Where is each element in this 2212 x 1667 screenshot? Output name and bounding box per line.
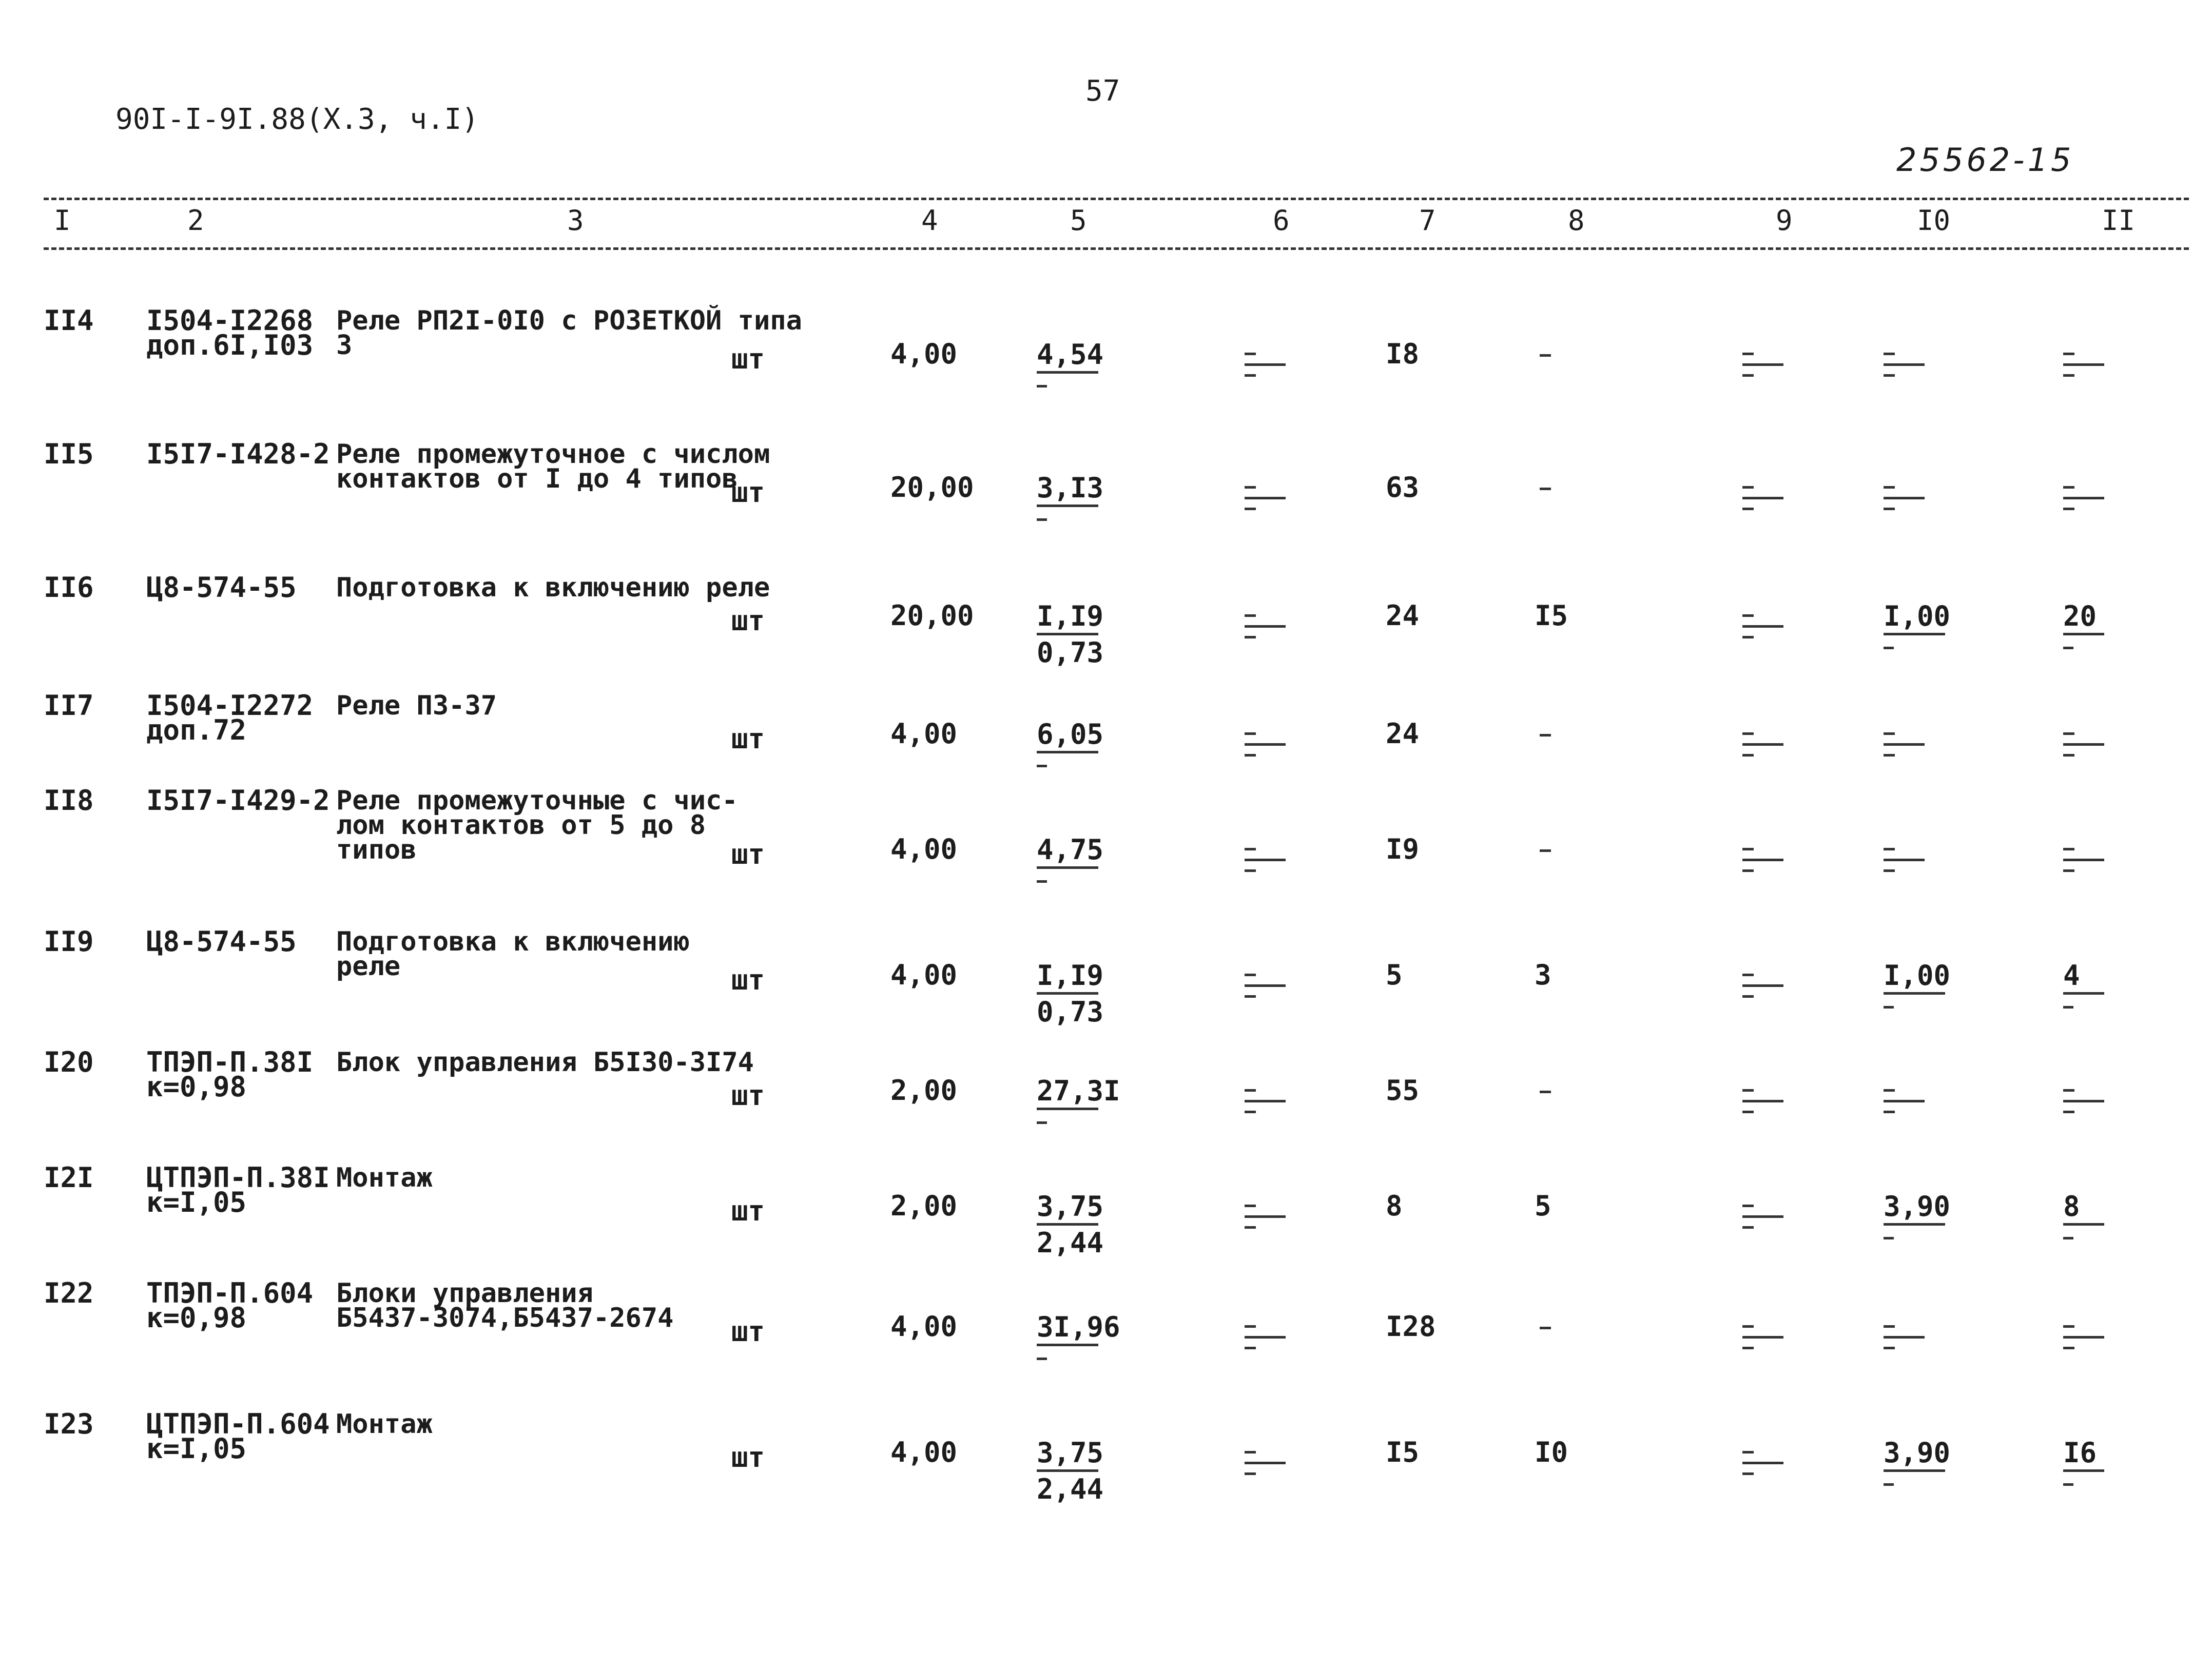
unit-price-sub-dash xyxy=(1037,1358,1047,1360)
column-9-empty xyxy=(1742,848,1783,872)
column-6-empty-d1 xyxy=(1245,1325,1256,1328)
column-10-empty xyxy=(1884,353,1925,377)
column-header-10: I0 xyxy=(1917,204,1951,237)
column-10-empty-d2 xyxy=(1884,508,1895,510)
column-11-empty-bar xyxy=(2063,1336,2104,1339)
row-number: I22 xyxy=(44,1277,94,1309)
column-11-empty-d1 xyxy=(2063,1325,2074,1328)
norm-code: ЦТПЭП-П.38I xyxy=(146,1161,330,1194)
column-6-empty xyxy=(1245,1451,1286,1475)
column-11-number: 4 xyxy=(2063,959,2080,992)
column-6-empty-d1 xyxy=(1245,974,1256,976)
column-11-empty-d1 xyxy=(2063,486,2074,489)
column-11-number: I6 xyxy=(2063,1437,2097,1469)
norm-code: доп.72 xyxy=(146,714,247,746)
column-10-bar xyxy=(1884,633,1945,635)
column-9-empty-d1 xyxy=(1742,732,1754,735)
column-11-sub-dash xyxy=(2063,1483,2073,1486)
column-10-sub-dash xyxy=(1884,1006,1894,1009)
column-9-empty-d2 xyxy=(1742,374,1754,377)
column-7-value: 24 xyxy=(1386,599,1420,632)
column-9-empty xyxy=(1742,1451,1783,1475)
column-6-empty xyxy=(1245,353,1286,377)
column-11-bar xyxy=(2063,633,2104,635)
column-6-empty-d2 xyxy=(1245,754,1256,757)
unit-price-value: 3I,96 xyxy=(1037,1311,1120,1343)
column-6-empty-bar xyxy=(1245,497,1286,499)
row-number: II4 xyxy=(44,304,94,337)
unit: шт xyxy=(731,1441,765,1474)
norm-code: ТПЭП-П.38I xyxy=(146,1046,314,1078)
column-header-1: I xyxy=(54,204,71,237)
column-11-value xyxy=(2063,1437,2104,1486)
column-11-empty-d2 xyxy=(2063,1111,2074,1113)
column-10-empty xyxy=(1884,1089,1925,1113)
column-9-empty-bar xyxy=(1742,497,1783,499)
column-10-empty-bar xyxy=(1884,1100,1925,1102)
norm-code: Ц8-574-55 xyxy=(146,925,297,958)
item-description: реле xyxy=(336,951,401,982)
unit-price-bar xyxy=(1037,371,1098,374)
norm-code: к=I,05 xyxy=(146,1186,247,1218)
column-7-value: I8 xyxy=(1386,338,1420,370)
column-10-bar xyxy=(1884,1223,1945,1226)
unit-price-value: 3,75 xyxy=(1037,1437,1104,1469)
column-11-empty-bar xyxy=(2063,1100,2104,1102)
quantity: 4,00 xyxy=(890,833,958,865)
column-9-empty-d1 xyxy=(1742,1089,1754,1092)
column-10-empty-d2 xyxy=(1884,1111,1895,1113)
column-10-empty-d1 xyxy=(1884,732,1895,735)
column-6-empty-d2 xyxy=(1245,869,1256,872)
column-10-bar xyxy=(1884,1469,1945,1472)
column-11-empty-d2 xyxy=(2063,508,2074,510)
column-10-empty xyxy=(1884,486,1925,510)
unit-price-sub-value: 2,44 xyxy=(1037,1227,1104,1259)
column-11-empty xyxy=(2063,1325,2104,1349)
unit-price-sub-dash xyxy=(1037,518,1047,521)
unit-price xyxy=(1037,1190,1104,1259)
column-6-empty-d2 xyxy=(1245,374,1256,377)
column-8-dash xyxy=(1540,734,1551,736)
unit-price-value: 27,3I xyxy=(1037,1075,1120,1107)
column-11-value xyxy=(2063,959,2104,1009)
unit-price xyxy=(1037,1311,1120,1360)
unit-price-bar xyxy=(1037,633,1098,635)
column-10-number: I,00 xyxy=(1884,959,1951,992)
column-6-empty-d1 xyxy=(1245,353,1256,355)
quantity: 2,00 xyxy=(890,1190,958,1222)
column-8-value: I0 xyxy=(1535,1436,1568,1468)
column-header-2: 2 xyxy=(187,204,204,237)
column-6-empty xyxy=(1245,732,1286,757)
unit-price-bar xyxy=(1037,1344,1098,1346)
norm-code: I504-I2272 xyxy=(146,689,314,722)
column-11-sub-dash xyxy=(2063,647,2073,649)
column-7-value: 63 xyxy=(1386,471,1420,503)
column-6-empty xyxy=(1245,974,1286,998)
row-number: II8 xyxy=(44,784,94,817)
column-9-empty-d1 xyxy=(1742,974,1754,976)
column-6-empty-bar xyxy=(1245,1336,1286,1339)
column-9-empty-d2 xyxy=(1742,508,1754,510)
column-11-empty-d2 xyxy=(2063,374,2074,377)
column-9-empty-bar xyxy=(1742,984,1783,987)
column-header-5: 5 xyxy=(1070,204,1087,237)
column-10-empty xyxy=(1884,732,1925,757)
column-9-empty-d2 xyxy=(1742,995,1754,998)
column-11-empty-d2 xyxy=(2063,1347,2074,1349)
column-10-number: 3,90 xyxy=(1884,1437,1951,1469)
unit: шт xyxy=(731,723,765,755)
column-11-empty-d1 xyxy=(2063,353,2074,355)
column-11-value xyxy=(2063,1190,2104,1239)
column-9-empty-bar xyxy=(1742,1215,1783,1218)
column-9-empty xyxy=(1742,614,1783,638)
quantity: 2,00 xyxy=(890,1074,958,1107)
column-9-empty xyxy=(1742,486,1783,510)
column-11-empty xyxy=(2063,353,2104,377)
unit-price-sub-dash xyxy=(1037,765,1047,767)
column-9-empty-d2 xyxy=(1742,1347,1754,1349)
unit-price-value: I,I9 xyxy=(1037,959,1104,992)
column-11-empty xyxy=(2063,732,2104,757)
column-9-empty xyxy=(1742,1325,1783,1349)
unit-price xyxy=(1037,718,1104,767)
column-6-empty-d2 xyxy=(1245,995,1256,998)
norm-code: I504-I2268 xyxy=(146,304,314,337)
column-6-empty-d2 xyxy=(1245,636,1256,638)
unit: шт xyxy=(731,343,765,375)
column-9-empty-d2 xyxy=(1742,636,1754,638)
unit-price-sub-dash xyxy=(1037,1121,1047,1124)
unit: шт xyxy=(731,1195,765,1227)
column-6-empty-bar xyxy=(1245,1100,1286,1102)
column-7-value: I9 xyxy=(1386,833,1420,865)
column-9-empty-d2 xyxy=(1742,1111,1754,1113)
column-6-empty-bar xyxy=(1245,859,1286,861)
column-6-empty xyxy=(1245,1325,1286,1349)
unit-price-bar xyxy=(1037,1108,1098,1110)
column-9-empty xyxy=(1742,732,1783,757)
column-10-empty-d1 xyxy=(1884,486,1895,489)
column-11-empty-bar xyxy=(2063,497,2104,499)
norm-code: I5I7-I429-2 xyxy=(146,784,330,817)
unit: шт xyxy=(731,964,765,996)
column-11-empty-bar xyxy=(2063,859,2104,861)
unit: шт xyxy=(731,605,765,637)
column-6-empty-bar xyxy=(1245,1462,1286,1464)
column-10-empty-bar xyxy=(1884,363,1925,366)
column-header-3: 3 xyxy=(567,204,584,237)
column-7-value: 5 xyxy=(1386,959,1403,991)
norm-code: доп.6I,I03 xyxy=(146,329,314,361)
column-11-number: 20 xyxy=(2063,600,2097,632)
column-6-empty-d2 xyxy=(1245,1226,1256,1229)
column-8-dash xyxy=(1540,849,1551,852)
item-description: Б5437-3074,Б5437-2674 xyxy=(336,1303,674,1333)
unit-price-value: 4,75 xyxy=(1037,833,1104,866)
unit-price-value: I,I9 xyxy=(1037,600,1104,632)
column-9-empty-d1 xyxy=(1742,848,1754,850)
unit-price-value: 3,75 xyxy=(1037,1190,1104,1223)
column-9-empty xyxy=(1742,353,1783,377)
item-description: 3 xyxy=(336,330,353,361)
norm-code: к=0,98 xyxy=(146,1302,247,1334)
column-6-empty-d1 xyxy=(1245,1089,1256,1092)
unit-price-value: 6,05 xyxy=(1037,718,1104,750)
column-7-value: I28 xyxy=(1386,1310,1436,1343)
column-10-value xyxy=(1884,600,1951,649)
column-11-empty-d1 xyxy=(2063,1089,2074,1092)
column-6-empty-d1 xyxy=(1245,848,1256,850)
column-11-empty-d1 xyxy=(2063,848,2074,850)
column-11-empty xyxy=(2063,848,2104,872)
column-6-empty-bar xyxy=(1245,625,1286,628)
column-6-empty xyxy=(1245,614,1286,638)
column-9-empty-d1 xyxy=(1742,614,1754,617)
column-11-empty-d2 xyxy=(2063,869,2074,872)
column-6-empty-d1 xyxy=(1245,732,1256,735)
column-8-dash xyxy=(1540,488,1551,490)
unit-price-sub-value: 0,73 xyxy=(1037,636,1104,669)
norm-code: ЦТПЭП-П.604 xyxy=(146,1408,330,1440)
column-9-empty-d1 xyxy=(1742,486,1754,489)
unit: шт xyxy=(731,476,765,509)
item-description: типов xyxy=(336,835,417,865)
column-11-sub-dash xyxy=(2063,1237,2073,1239)
column-11-number: 8 xyxy=(2063,1190,2080,1223)
column-9-empty-bar xyxy=(1742,1462,1783,1464)
column-6-empty xyxy=(1245,1205,1286,1229)
column-7-value: 24 xyxy=(1386,718,1420,750)
column-11-value xyxy=(2063,600,2104,649)
item-description: Блок управления Б5I30-3I74 xyxy=(336,1047,754,1078)
column-7-value: 8 xyxy=(1386,1190,1403,1222)
norm-code: ТПЭП-П.604 xyxy=(146,1277,314,1309)
column-7-value: 55 xyxy=(1386,1074,1420,1107)
header-rule-top xyxy=(44,198,2189,200)
column-10-sub-dash xyxy=(1884,1237,1894,1239)
unit-price xyxy=(1037,959,1104,1028)
column-10-value xyxy=(1884,959,1951,1009)
column-6-empty-d1 xyxy=(1245,1451,1256,1453)
column-6-empty xyxy=(1245,848,1286,872)
column-10-empty-d1 xyxy=(1884,353,1895,355)
column-10-empty-d2 xyxy=(1884,869,1895,872)
column-8-value: I5 xyxy=(1535,599,1568,632)
column-7-value: I5 xyxy=(1386,1436,1420,1468)
column-6-empty xyxy=(1245,486,1286,510)
column-10-number: I,00 xyxy=(1884,600,1951,632)
column-header-4: 4 xyxy=(921,204,938,237)
column-9-empty-bar xyxy=(1742,625,1783,628)
unit-price xyxy=(1037,1075,1120,1124)
unit-price-bar xyxy=(1037,1469,1098,1472)
column-10-empty xyxy=(1884,1325,1925,1349)
item-description: Реле ПЗ-37 xyxy=(336,690,497,721)
item-description: Подготовка к включению xyxy=(336,926,690,957)
column-8-value: 5 xyxy=(1535,1190,1551,1222)
unit-price xyxy=(1037,1437,1104,1505)
item-description: Подготовка к включению реле xyxy=(336,572,770,603)
column-9-empty-bar xyxy=(1742,363,1783,366)
item-description: контактов от I до 4 типов xyxy=(336,463,738,494)
unit-price xyxy=(1037,833,1104,883)
unit-price-bar xyxy=(1037,992,1098,995)
column-10-empty xyxy=(1884,848,1925,872)
column-10-empty-d1 xyxy=(1884,1089,1895,1092)
column-8-dash xyxy=(1540,1327,1551,1329)
norm-code: I5I7-I428-2 xyxy=(146,438,330,470)
column-10-sub-dash xyxy=(1884,1483,1894,1486)
column-9-empty xyxy=(1742,974,1783,998)
column-6-empty-d1 xyxy=(1245,1205,1256,1207)
column-9-empty-d1 xyxy=(1742,1205,1754,1207)
column-10-bar xyxy=(1884,992,1945,995)
column-9-empty-bar xyxy=(1742,1100,1783,1102)
quantity: 20,00 xyxy=(890,471,974,503)
column-10-empty-d2 xyxy=(1884,374,1895,377)
column-10-empty-d1 xyxy=(1884,848,1895,850)
row-number: II7 xyxy=(44,689,94,722)
item-description: лом контактов от 5 до 8 xyxy=(336,810,706,841)
column-6-empty-bar xyxy=(1245,984,1286,987)
column-9-empty-d2 xyxy=(1742,1472,1754,1475)
column-11-empty-bar xyxy=(2063,743,2104,746)
quantity: 4,00 xyxy=(890,718,958,750)
item-description: Монтаж xyxy=(336,1409,433,1440)
column-9-empty-bar xyxy=(1742,743,1783,746)
unit: шт xyxy=(731,1079,765,1112)
column-10-empty-bar xyxy=(1884,859,1925,861)
column-11-empty xyxy=(2063,1089,2104,1113)
norm-code: Ц8-574-55 xyxy=(146,571,297,604)
unit-price-sub-dash xyxy=(1037,880,1047,883)
column-6-empty xyxy=(1245,1089,1286,1113)
column-11-bar xyxy=(2063,1469,2104,1472)
column-11-bar xyxy=(2063,992,2104,995)
column-10-empty-d2 xyxy=(1884,1347,1895,1349)
unit-price-sub-value: 0,73 xyxy=(1037,996,1104,1028)
column-9-empty-d2 xyxy=(1742,869,1754,872)
page-number: 57 xyxy=(1085,74,1120,108)
norm-code: к=I,05 xyxy=(146,1432,247,1465)
column-9-empty-bar xyxy=(1742,1336,1783,1339)
unit-price xyxy=(1037,338,1104,387)
column-header-9: 9 xyxy=(1776,204,1793,237)
column-6-empty-d2 xyxy=(1245,508,1256,510)
column-6-empty-d1 xyxy=(1245,614,1256,617)
column-9-empty-d1 xyxy=(1742,353,1754,355)
row-number: II6 xyxy=(44,571,94,604)
column-10-empty-d1 xyxy=(1884,1325,1895,1328)
column-9-empty xyxy=(1742,1205,1783,1229)
document-code: 90I-I-9I.88(X.3, ч.I) xyxy=(115,103,479,136)
column-9-empty-d1 xyxy=(1742,1325,1754,1328)
quantity: 20,00 xyxy=(890,599,974,632)
column-8-dash xyxy=(1540,1091,1551,1093)
row-number: II5 xyxy=(44,438,94,470)
header-rule-bottom xyxy=(44,247,2189,250)
column-11-empty-d1 xyxy=(2063,732,2074,735)
column-10-number: 3,90 xyxy=(1884,1190,1951,1223)
archive-stamp: 25562-15 xyxy=(1896,141,2074,179)
column-6-empty-bar xyxy=(1245,363,1286,366)
item-description: Реле промежуточные с чис- xyxy=(336,785,738,816)
quantity: 4,00 xyxy=(890,338,958,370)
unit-price-sub-value: 2,44 xyxy=(1037,1473,1104,1505)
column-10-empty-bar xyxy=(1884,1336,1925,1339)
unit-price-value: 3,I3 xyxy=(1037,472,1104,504)
column-10-value xyxy=(1884,1190,1951,1239)
unit-price-bar xyxy=(1037,1223,1098,1226)
column-11-bar xyxy=(2063,1223,2104,1226)
column-11-empty-d2 xyxy=(2063,754,2074,757)
column-8-dash xyxy=(1540,354,1551,357)
column-9-empty-bar xyxy=(1742,859,1783,861)
column-header-6: 6 xyxy=(1273,204,1290,237)
column-header-11: II xyxy=(2102,204,2136,237)
unit-price-bar xyxy=(1037,505,1098,507)
column-10-empty-bar xyxy=(1884,497,1925,499)
row-number: I2I xyxy=(44,1161,94,1194)
unit-price-sub-dash xyxy=(1037,385,1047,387)
column-6-empty-bar xyxy=(1245,1215,1286,1218)
column-11-empty xyxy=(2063,486,2104,510)
unit-price xyxy=(1037,600,1104,669)
column-10-sub-dash xyxy=(1884,647,1894,649)
column-10-value xyxy=(1884,1437,1951,1486)
column-9-empty-d2 xyxy=(1742,754,1754,757)
row-number: II9 xyxy=(44,925,94,958)
column-6-empty-d1 xyxy=(1245,486,1256,489)
column-11-sub-dash xyxy=(2063,1006,2073,1009)
column-8-value: 3 xyxy=(1535,959,1551,991)
column-10-empty-d2 xyxy=(1884,754,1895,757)
quantity: 4,00 xyxy=(890,1436,958,1468)
item-description: Реле РП2I-0I0 с РОЗЕТКОЙ типа xyxy=(336,305,802,336)
column-6-empty-d2 xyxy=(1245,1472,1256,1475)
unit-price-bar xyxy=(1037,866,1098,869)
unit: шт xyxy=(731,1315,765,1348)
quantity: 4,00 xyxy=(890,959,958,991)
column-9-empty-d2 xyxy=(1742,1226,1754,1229)
column-9-empty xyxy=(1742,1089,1783,1113)
column-header-7: 7 xyxy=(1419,204,1436,237)
column-6-empty-bar xyxy=(1245,743,1286,746)
item-description: Монтаж xyxy=(336,1162,433,1193)
column-6-empty-d2 xyxy=(1245,1111,1256,1113)
unit: шт xyxy=(731,838,765,870)
row-number: I23 xyxy=(44,1408,94,1440)
column-header-8: 8 xyxy=(1568,204,1585,237)
norm-code: к=0,98 xyxy=(146,1071,247,1103)
item-description: Реле промежуточное с числом xyxy=(336,439,770,470)
unit-price-value: 4,54 xyxy=(1037,338,1104,371)
column-9-empty-d1 xyxy=(1742,1451,1754,1453)
unit-price-bar xyxy=(1037,751,1098,753)
quantity: 4,00 xyxy=(890,1310,958,1343)
item-description: Блоки управления xyxy=(336,1278,593,1309)
column-6-empty-d2 xyxy=(1245,1347,1256,1349)
row-number: I20 xyxy=(44,1046,94,1078)
unit-price xyxy=(1037,472,1104,521)
column-10-empty-bar xyxy=(1884,743,1925,746)
column-11-empty-bar xyxy=(2063,363,2104,366)
